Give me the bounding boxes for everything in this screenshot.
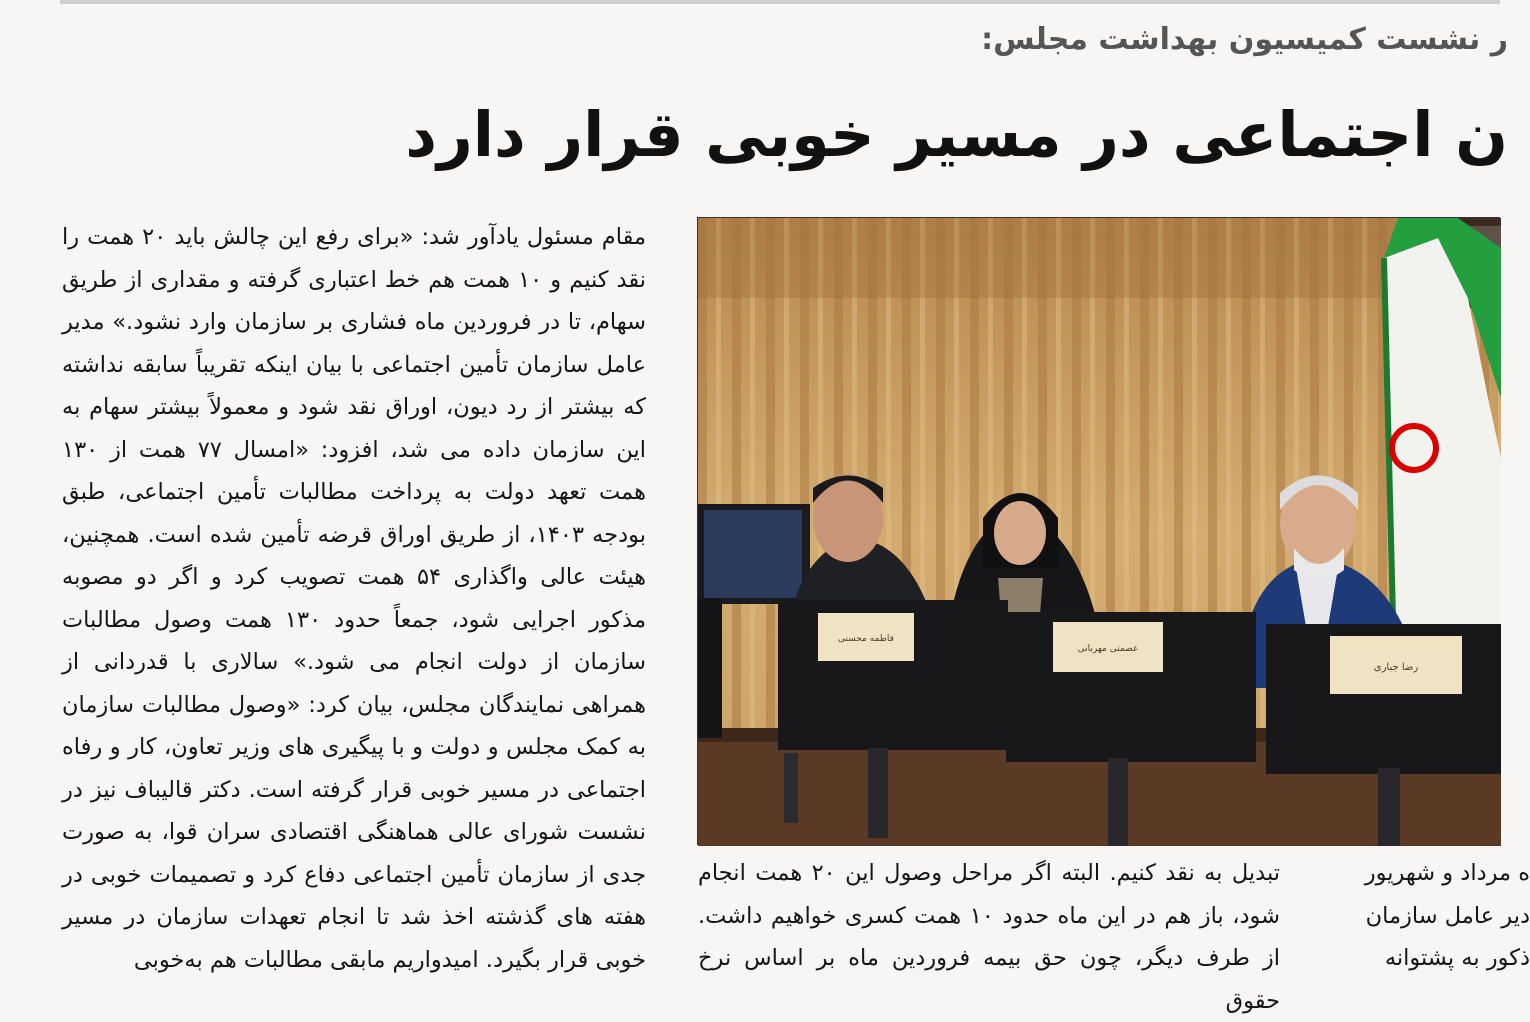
article-headline: ن اجتماعی در مسیر خوبی قرار دارد (405, 98, 1508, 171)
monitor-left (698, 504, 810, 604)
article-column-middle (698, 852, 1280, 1014)
article-column-right (1330, 852, 1530, 982)
column-right-line: ه مرداد و شهریور (1364, 860, 1530, 886)
nameplate-1: فاطمه محسنی (838, 634, 894, 644)
column-middle-text: تبدیل به نقد کنیم. البته اگر مراحل وصول این ۲۰ همت انجام شود، باز هم در این ماه حدود ۱۰ همت کسری خواهیم داشت. از طرف دیگر، چون حق بیمه فروردین ماه بر اساس نرخ حقوق (698, 860, 1280, 1014)
article-column-left (62, 216, 646, 982)
column-left-text: مقام مسئول یادآور شد: «برای رفع این چالش باید ۲۰ همت را نقد کنیم و ۱۰ همت هم خط اعتباری گرفته و مقداری از طریق سهام، تا در فروردین ماه فشاری بر سازمان وارد نشود.» مدیر عامل سازمان تأمین اجتماعی با بیان اینکه تقریباً سابقه نداشته که بیشتر از رد دیون، اوراق نقد شود و معمولاً بیشتر سهام به این سازمان داده می شد، افزود: «امسال ۷۷ همت از ۱۳۰ همت تعهد دولت به پرداخت مطالبات تأمین اجتماعی، طبق بودجه ۱۴۰۳، از طریق اوراق قرضه تأمین شده است. همچنین، هیئت عالی واگذاری ۵۴ همت تصویب کرد و اگر دو مصوبه مذکور اجرایی شود، جمعاً حدود ۱۳۰ همت وصول مطالبات سازمان از دولت انجام می شود.» سالاری با قدردانی از همراهی نمایندگان مجلس، بیان کرد: «وصول مطالبات سازمان به کمک مجلس و دولت و با پیگیری های وزیر تعاون، کار و رفاه اجتماعی در مسیر خوبی قرار گرفته است. دکتر قالیباف نیز در نشست شورای عالی هماهنگی اقتصادی سران قوا، به صورت جدی از سازمان تأمین اجتماعی دفاع کرد و تصمیمات خوبی در هفته های گذشته اخذ شد تا انجام تعهدات سازمان در مسیر خوبی قرار بگیرد. امیدواریم مابقی مطالبات هم به‌خوبی (62, 224, 647, 973)
top-rule (60, 0, 1500, 4)
article-kicker: ر نشست کمیسیون بهداشت مجلس: (981, 22, 1508, 57)
nameplate-2: عصمتی مهربانی (1077, 644, 1139, 654)
nameplate-3: رضا جباری (1373, 662, 1419, 673)
article-photo (697, 217, 1500, 845)
desk-monitor-1 (698, 598, 722, 738)
column-right-line: دیر عامل سازمان (1365, 902, 1530, 929)
column-right-line: ذکور به پشتوانه (1384, 945, 1530, 971)
